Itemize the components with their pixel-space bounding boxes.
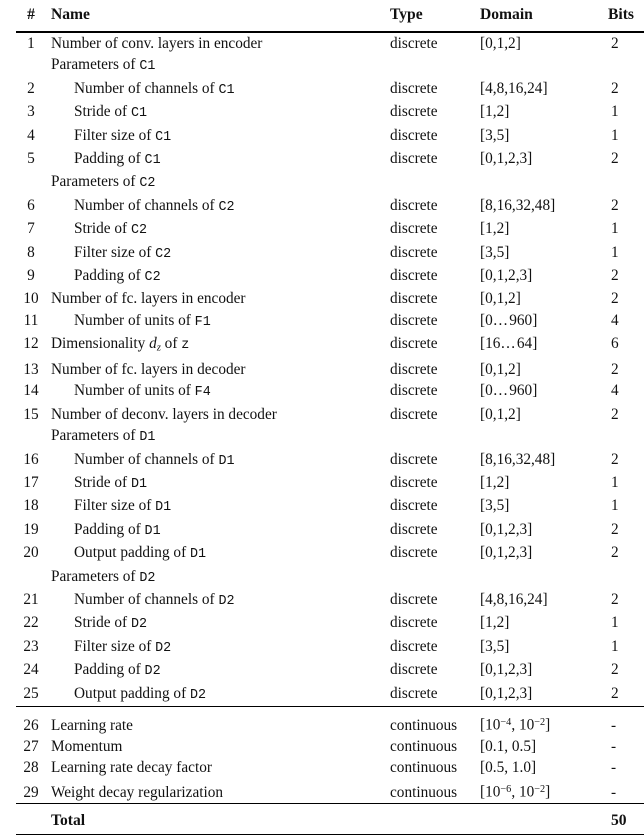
row-domain: [4,8,16,24]: [480, 79, 548, 97]
row-bits: [608, 54, 644, 77]
row-name: Stride of C2: [74, 220, 148, 239]
column-header-domain: Domain: [480, 6, 533, 23]
row-type: discrete: [390, 150, 438, 168]
row-number: 4: [27, 126, 35, 144]
row-bits: 1: [611, 243, 619, 261]
row-number: 16: [23, 450, 39, 468]
row-number: 25: [23, 684, 39, 702]
row-number: 24: [23, 661, 39, 679]
column-header-bits: Bits: [608, 6, 634, 23]
row-number: [16, 425, 46, 448]
table-row: [16, 54, 644, 77]
row-name: Number of deconv. layers in decoder: [51, 405, 277, 423]
table-row: [16, 425, 644, 448]
row-type: discrete: [390, 637, 438, 655]
row-number: 7: [27, 220, 35, 238]
row-bits: 2: [611, 79, 619, 97]
row-number: 6: [27, 196, 35, 214]
row-bits: 2: [611, 405, 619, 423]
table-row: [16, 380, 644, 403]
row-group-label: Parameters of C2: [51, 173, 156, 192]
table-row: [16, 566, 644, 589]
layer-identifier: C2: [155, 246, 172, 262]
row-type: discrete: [390, 544, 438, 562]
row-name: Padding of C1: [74, 150, 161, 169]
row-name: Learning rate decay factor: [51, 759, 212, 777]
layer-identifier: D2: [139, 570, 156, 586]
row-domain: [1,2]: [480, 474, 510, 491]
row-bits: 1: [611, 474, 619, 491]
row-number: 26: [23, 716, 39, 734]
layer-identifier: D1: [144, 523, 161, 539]
table-row: [16, 125, 644, 148]
row-name: Number of units of F4: [74, 382, 211, 401]
row-number: 21: [23, 591, 39, 609]
row-domain: [4,8,16,24]: [480, 591, 548, 609]
layer-identifier: C1: [155, 129, 172, 145]
row-name: Dimensionality $d_z$ of z: [51, 335, 190, 354]
row-domain: [8,16,32,48]: [480, 196, 556, 214]
row-bits: 2: [611, 150, 619, 168]
table-row: [16, 195, 644, 218]
row-domain: [1,2]: [480, 103, 510, 121]
row-bits: -: [611, 716, 617, 734]
row-name: Number of channels of C2: [74, 196, 235, 215]
row-type: discrete: [390, 79, 438, 97]
row-bits: 2: [611, 360, 619, 378]
row-name: Number of conv. layers in encoder: [51, 35, 263, 52]
row-type: discrete: [390, 220, 438, 238]
row-number: 22: [23, 614, 39, 632]
row-number: [16, 54, 46, 77]
row-domain: [0,1,2]: [480, 290, 521, 308]
row-bits: 2: [611, 520, 619, 538]
layer-identifier: D2: [130, 617, 148, 633]
row-type: discrete: [390, 591, 438, 609]
row-domain: [0…960]: [480, 382, 538, 400]
row-bits: 1: [611, 220, 619, 238]
table-row: [16, 78, 644, 101]
table-row: [16, 218, 644, 241]
row-number: 19: [23, 520, 39, 538]
table-header: [16, 0, 644, 32]
row-name: Weight decay regularization: [51, 783, 224, 801]
row-domain: [0.1, 0.5]: [480, 738, 537, 756]
table-row: [16, 265, 644, 288]
row-number: 28: [23, 759, 39, 777]
row-number: 13: [23, 360, 39, 378]
header-row: [16, 0, 644, 32]
row-bits: -: [611, 783, 617, 801]
row-number: 14: [23, 382, 39, 400]
row-domain: [0,1,2]: [480, 360, 521, 378]
layer-identifier: C1: [218, 82, 235, 98]
table-row: [16, 542, 644, 565]
row-bits: 2: [611, 35, 619, 52]
row-domain: [3,5]: [480, 126, 510, 144]
row-domain: [1,2]: [480, 614, 510, 632]
row-name: Number of channels of D2: [74, 591, 235, 610]
row-bits: 1: [611, 103, 619, 121]
row-bits: 2: [611, 450, 619, 468]
row-name: Learning rate: [51, 716, 133, 734]
total-type-cell: [390, 804, 480, 835]
layer-identifier: C2: [130, 223, 148, 239]
row-domain: [0,1,2,3]: [480, 684, 533, 702]
row-domain: [$10^{-6}$, $10^{-2}$]: [480, 783, 551, 801]
row-domain: [0,1,2,3]: [480, 544, 533, 562]
row-name: Number of fc. layers in decoder: [51, 360, 246, 378]
layer-identifier: D1: [130, 477, 148, 492]
row-number: 1: [27, 35, 35, 52]
layer-identifier: D1: [155, 500, 172, 516]
row-bits: 2: [611, 196, 619, 214]
row-domain: [1,2]: [480, 220, 510, 238]
column-header-number: #: [27, 6, 35, 23]
row-bits: 2: [611, 544, 619, 562]
row-bits: 2: [611, 684, 619, 702]
row-type: discrete: [390, 684, 438, 702]
table-row: [16, 404, 644, 425]
table-row: [16, 171, 644, 194]
row-number: 17: [23, 474, 39, 491]
row-type: discrete: [390, 126, 438, 144]
table-row: [16, 472, 644, 495]
row-type: continuous: [390, 783, 458, 801]
layer-identifier: C1: [130, 106, 148, 122]
table-row: [16, 519, 644, 542]
row-domain: [3,5]: [480, 243, 510, 261]
continuous-rows-body: [16, 707, 644, 803]
row-type: discrete: [390, 267, 438, 285]
row-type: discrete: [390, 196, 438, 214]
table-row: [16, 779, 644, 804]
row-name: Filter size of C1: [74, 126, 172, 145]
math-variable: $d_z$: [149, 335, 161, 354]
row-domain: [0,1,2,3]: [480, 661, 533, 679]
table-row: [16, 495, 644, 518]
row-name: Padding of D2: [74, 661, 161, 680]
layer-identifier: D2: [218, 594, 235, 610]
row-group-label: Parameters of D2: [51, 567, 156, 586]
row-type: discrete: [390, 661, 438, 679]
row-type: discrete: [390, 405, 438, 423]
row-domain: [0,1,2,3]: [480, 267, 533, 285]
table-row: [16, 310, 644, 333]
table-row: [16, 33, 644, 54]
row-name: Stride of D2: [74, 614, 148, 633]
row-name: Stride of C1: [74, 103, 148, 122]
row-domain: [3,5]: [480, 637, 510, 655]
row-name: Stride of D1: [74, 474, 148, 492]
row-bits: 2: [611, 661, 619, 679]
layer-identifier: D2: [190, 687, 207, 703]
row-number: 5: [27, 150, 35, 168]
row-domain: [16…64]: [480, 335, 538, 353]
row-bits: [608, 425, 644, 448]
table-row: [16, 288, 644, 309]
total-bits: 50: [611, 811, 627, 829]
row-type: discrete: [390, 290, 438, 308]
row-domain: [0,1,2,3]: [480, 150, 533, 168]
row-domain: [480, 566, 608, 589]
layer-identifier: D1: [218, 453, 235, 469]
row-type: discrete: [390, 474, 438, 491]
discrete-rows-body: [16, 33, 644, 707]
row-bits: 2: [611, 267, 619, 285]
row-group-label: Parameters of D1: [51, 427, 156, 446]
row-type: [390, 425, 480, 448]
row-name: Momentum: [51, 738, 123, 756]
ellipsis: …: [492, 382, 510, 400]
row-number: [16, 566, 46, 589]
row-domain: [480, 425, 608, 448]
row-bits: 2: [611, 290, 619, 308]
layer-identifier: F1: [194, 314, 211, 330]
row-number: 18: [23, 497, 39, 515]
row-domain: [8,16,32,48]: [480, 450, 556, 468]
row-name: Number of channels of C1: [74, 79, 235, 98]
table-row: [16, 148, 644, 171]
layer-identifier: D2: [144, 664, 161, 680]
row-type: [390, 54, 480, 77]
layer-identifier: D2: [155, 640, 172, 656]
row-number: [16, 171, 46, 194]
row-bits: 2: [611, 591, 619, 609]
row-number: 12: [23, 335, 39, 353]
row-number: 10: [23, 290, 39, 308]
row-number: 3: [27, 103, 35, 121]
layer-identifier: C1: [139, 59, 156, 75]
total-row: [16, 804, 644, 835]
table-row: [16, 242, 644, 265]
row-name: Padding of D1: [74, 520, 161, 539]
row-domain: [0,1,2]: [480, 405, 521, 423]
row-type: discrete: [390, 103, 438, 121]
table-row: [16, 736, 644, 757]
row-name: Number of fc. layers in encoder: [51, 290, 246, 308]
table-row: [16, 359, 644, 380]
row-name: Number of channels of D1: [74, 450, 235, 469]
table-row: [16, 757, 644, 778]
table-row: [16, 333, 644, 359]
table-row: [16, 589, 644, 612]
row-type: discrete: [390, 335, 438, 353]
table-row: [16, 659, 644, 682]
row-type: discrete: [390, 311, 438, 329]
row-type: [390, 566, 480, 589]
layer-identifier: C2: [144, 270, 161, 286]
column-header-type: Type: [390, 6, 423, 23]
row-type: discrete: [390, 360, 438, 378]
table-row: [16, 101, 644, 124]
table-row: [16, 683, 644, 707]
row-type: discrete: [390, 450, 438, 468]
row-domain: [0…960]: [480, 311, 538, 329]
row-type: discrete: [390, 614, 438, 632]
row-name: Output padding of D2: [74, 684, 207, 703]
hyperparameter-table: [16, 0, 644, 835]
ellipsis: …: [500, 335, 517, 353]
total-domain-cell: [480, 804, 608, 835]
layer-identifier: z: [181, 338, 190, 354]
layer-identifier: C2: [139, 176, 156, 192]
row-bits: 1: [611, 497, 619, 515]
layer-identifier: C2: [218, 199, 235, 215]
row-type: discrete: [390, 520, 438, 538]
row-domain: [3,5]: [480, 497, 510, 515]
row-name: Filter size of D1: [74, 497, 172, 516]
row-number: 11: [23, 311, 39, 329]
row-domain: [0,1,2]: [480, 35, 521, 52]
row-type: discrete: [390, 243, 438, 261]
row-number: 29: [23, 783, 39, 801]
total-label: Total: [51, 811, 86, 829]
row-bits: 1: [611, 126, 619, 144]
layer-identifier: D1: [139, 430, 156, 446]
row-name: Output padding of D1: [74, 544, 207, 563]
row-domain: [0.5, 1.0]: [480, 759, 537, 777]
row-type: discrete: [390, 382, 438, 400]
row-bits: 4: [611, 382, 619, 400]
table-row: [16, 707, 644, 736]
layer-identifier: C1: [144, 153, 161, 169]
row-domain: [480, 171, 608, 194]
row-name: Padding of C2: [74, 267, 161, 286]
row-name: Filter size of C2: [74, 243, 172, 262]
row-type: continuous: [390, 716, 458, 734]
row-number: 2: [27, 79, 35, 97]
row-domain: [0,1,2,3]: [480, 520, 533, 538]
total-number-cell: [16, 804, 46, 835]
row-name: Filter size of D2: [74, 637, 172, 656]
row-type: continuous: [390, 738, 458, 756]
row-number: 27: [23, 738, 39, 756]
table-row: [16, 612, 644, 635]
table-row: [16, 636, 644, 659]
row-bits: [608, 566, 644, 589]
row-domain: [480, 54, 608, 77]
row-number: 20: [23, 544, 39, 562]
row-bits: 1: [611, 637, 619, 655]
layer-identifier: F4: [194, 385, 211, 401]
row-number: 9: [27, 267, 35, 285]
row-group-label: Parameters of C1: [51, 56, 156, 75]
row-bits: 1: [611, 614, 619, 632]
row-bits: -: [611, 759, 617, 777]
row-type: discrete: [390, 497, 438, 515]
row-number: 8: [27, 243, 35, 261]
ellipsis: …: [492, 311, 510, 329]
row-name: Number of units of F1: [74, 311, 211, 330]
row-bits: 4: [611, 311, 619, 329]
column-header-name: Name: [51, 6, 90, 23]
row-number: 15: [23, 405, 39, 423]
table-row: [16, 449, 644, 472]
row-type: continuous: [390, 759, 458, 777]
layer-identifier: D1: [190, 547, 207, 563]
row-type: discrete: [390, 35, 438, 52]
row-number: 23: [23, 637, 39, 655]
row-type: [390, 171, 480, 194]
row-bits: [608, 171, 644, 194]
row-bits: -: [611, 738, 617, 756]
row-bits: 6: [611, 335, 619, 353]
row-domain: [$10^{-4}$, $10^{-2}$]: [480, 716, 551, 734]
